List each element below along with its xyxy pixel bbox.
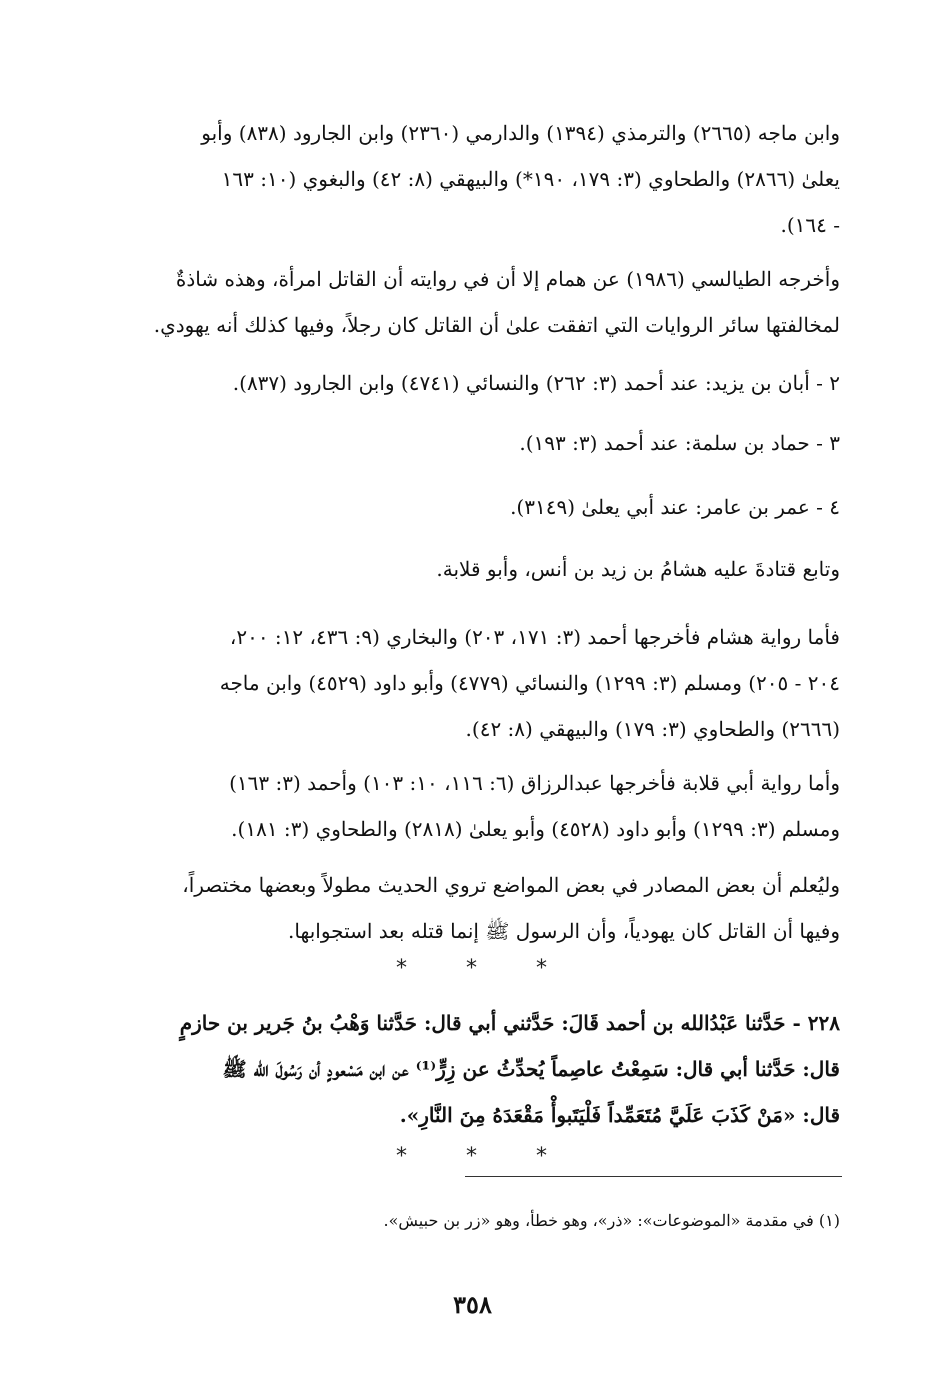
text-line: وليُعلم أن بعض المصادر في بعض المواضع تروي الحديث مطولاً وبعضها مختصراً، <box>182 873 840 897</box>
paragraph-tayalisi <box>92 256 840 348</box>
list-item-umar <box>92 484 840 530</box>
text-line: لمخالفتها سائر الروايات التي اتفقت علىٰ أن القاتل كان رجلاً، وفيها كذلك أنه يهودي. <box>153 313 840 337</box>
footnote-divider <box>465 1176 842 1177</box>
text-line: وابن ماجه (٢٦٦٥) والترمذي (١٣٩٤) والدارمي (٢٣٦٠) وابن الجارود (٨٣٨) وأبو <box>201 121 840 145</box>
text-line: فأما رواية هشام فأخرجها أحمد (٣: ١٧١، ٢٠٣) والبخاري (٩: ٤٣٦، ١٢: ٢٠٠، <box>229 625 840 649</box>
hadith-line: ٢٢٨ - حَدَّثنا عَبْدُالله بن أحمد قَالَ: حَدَّثني أبي قال: حَدَّثنا وَهْبُ بنُ جَرير بن حازمٍ <box>179 1011 840 1035</box>
text-line: يعلىٰ (٢٨٦٦) والطحاوي (٣: ١٧٩، ١٩٠*) والبيهقي (٨: ٤٢) والبغوي (١٠: ١٦٣ <box>221 167 840 191</box>
text-line: ٣ - حماد بن سلمة: عند أحمد (٣: ١٩٣). <box>519 431 840 455</box>
footnote: (١) في مقدمة «الموضوعات»: «ذر»، وهو خطأ، وهو «زر بن حبيش». <box>383 1211 840 1230</box>
paragraph-hisham <box>92 614 840 752</box>
hadith-line: قال: «مَنْ كَذَبَ عَلَيَّ مُتَعَمِّداً فَلْيَتَبوأْ مَقْعَدَهُ مِنَ النَّارِ». <box>399 1103 840 1127</box>
hadith-228 <box>92 1000 840 1138</box>
text-line: ومسلم (٣: ١٢٩٩) وأبو داود (٤٥٢٨) وأبو يعلىٰ (٢٨١٨) والطحاوي (٣: ١٨١). <box>231 817 840 841</box>
text-line: ٢٠٤ - ٢٠٥) ومسلم (٣: ١٢٩٩) والنسائي (٤٧٧٩) وأبو داود (٤٥٢٩) وابن ماجه <box>219 671 840 695</box>
paragraph-abu-qilaba <box>92 760 840 852</box>
text-line: وفيها أن القاتل كان يهودياً، وأن الرسول ﷺ إنما قتله بعد استجوابها. <box>288 919 840 943</box>
paragraph-note <box>92 862 840 954</box>
separator-stars: * * * <box>396 956 573 981</box>
list-item-hammad <box>92 420 840 466</box>
list-item-aban <box>92 360 840 406</box>
paragraph-mutabaa <box>92 546 840 592</box>
paragraph-sources-1 <box>92 110 840 248</box>
text-line: ٢ - أبان بن يزيد: عند أحمد (٣: ٢٦٢) والنسائي (٤٧٤١) وابن الجارود (٨٣٧). <box>232 371 840 395</box>
text-line: - ١٦٤). <box>780 213 840 237</box>
separator-stars: * * * <box>396 1144 573 1169</box>
text-line: (٢٦٦٦) والطحاوي (٣: ١٧٩) والبيهقي (٨: ٤٢). <box>465 717 840 741</box>
page-number: ٣٥٨ <box>453 1290 492 1319</box>
text-line: وأخرجه الطيالسي (١٩٨٦) عن همام إلا أن في روايته أن القاتل امرأة، وهذه شاذةٌ <box>175 267 840 291</box>
text-line: وأما رواية أبي قلابة فأخرجها عبدالرزاق (٦: ١١٦، ١٠: ١٠٣) وأحمد (٣: ١٦٣) <box>229 771 840 795</box>
text-line: ٤ - عمر بن عامر: عند أبي يعلىٰ (٣١٤٩). <box>510 495 840 519</box>
text-line: وتابع قتادةَ عليه هشامُ بن زيد بن أنس، وأبو قلابة. <box>436 557 840 581</box>
hadith-line: قال: حَدَّثنا أبي قال: سَمِعْتُ عاصِماً يُحدِّثُ عن زِرٍّ⁽¹⁾ عن ابن مَسْعودٍ أن رَسُولَ الله ﷺ <box>222 1057 840 1081</box>
